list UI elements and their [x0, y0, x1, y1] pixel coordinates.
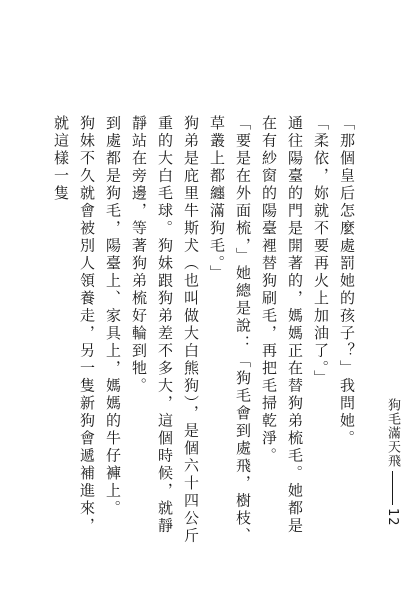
paragraph: 「那個皇后怎麼處罰她的孩子？」我問她。 [338, 115, 356, 448]
paragraph: 狗弟是庇里牛斯犬（也叫做大白熊狗），是個六十四公斤重的大白毛球。狗妹跟狗弟差不多大，這個時候，就靜靜站在旁邊，等著狗弟梳好輪到牠。 [130, 115, 200, 545]
header-divider [392, 471, 393, 505]
paragraph: 到處都是狗毛，陽臺上、家具上，媽媽的牛仔褲上。 [104, 115, 122, 518]
book-title: 狗毛滿天飛 [385, 398, 400, 468]
page-number: 12 [385, 508, 400, 527]
paragraph: 通往陽臺的門是開著的，媽媽正在替狗弟梳毛。她都是在有紗窗的陽臺裡替狗刷毛，再把毛掃乾淨。 [260, 115, 304, 535]
paragraph: 「柔依，妳就不要再火上加油了。」 [312, 115, 330, 388]
body-text [52, 115, 360, 545]
paragraph: 「要是在外面梳，」她總是說：「狗毛會到處飛，樹枝、草叢上都纏滿狗毛。」 [208, 115, 252, 545]
paragraph: 狗妹不久就會被別人領養走，另一隻新狗會遞補進來，就這樣一隻 [52, 115, 96, 535]
running-header [383, 398, 402, 527]
